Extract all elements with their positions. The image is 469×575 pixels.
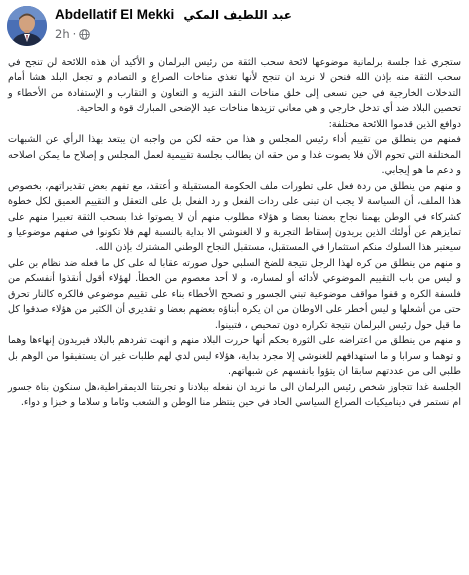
post-paragraph: و منهم من ينطلق من اعتراضه على الثورة بحكم أنها حررت البلاد منهم و انهت تفردهم بالبلاد فيريدون إنهاءها وهما و توهما و سرابا و ما استهدافهم للغنوشي إلا مجرد بداية، هؤلاء ليس لدي لهم طلبات غير ان يستفيقوا من الوهم بل طلبي الى من عددتهم سابقا ان يتؤوا بانفسهم عن شبهاتهم. [8, 335, 461, 378]
post-paragraph: ستجري غدا جلسة برلمانية موضوعها لائحة سحب الثقة من رئيس البرلمان و الأكيد أن هذه اللائحة لن تنجح في سحب الثقة منه بإذن الله فنحن لا نريد ان تنجح لأنها تغذي مناخات الصراع و التصادم و تجعل البلد هشا أمام التدخلات الخارجية في حين نسعى إلى خلق مناخات النقد النزيه و التعاون و التقارب و الإستفادة من الأخطاء و تحصين البلاد ضد أي تدخل خارجي و هي معاني تزيدها مناخات عيد الإضحى المبارك قوة و الحاحية. [8, 57, 461, 115]
globe-icon[interactable] [79, 29, 90, 40]
profile-photo [7, 6, 47, 46]
post-paragraph: و منهم من ينطلق من ردة فعل على تطورات ملف الحكومة المستقيلة و أعتقد، مع تفهم بعض تقديراتهم، بخصوص هذا الملف، أن السياسة لا يجب ان تبنى على ردات الفعل و رد الفعل بل على التعقل و التقييم العميق لكل خطوة كشركاء في الوطن يهمنا نجاح بعضنا بعضا و هؤلاء مطلوب منهم أن لا يصوتوا غدا بسحب الثقة تعبيرا منهم على تمايزهم عن أولئك الذين يريدون إسقاط التجربة و لا الغنوشي الا بداية بالنسبة لهم فلا تكونوا في صفهم موضوعيا و سيعتبر هذا السلوك منكم استثمارا في المستقبل، مستقبل النجاح الوطني المشترك بإذن الله. [8, 180, 461, 254]
author-name-arabic[interactable]: عبد اللطيف المكي [183, 8, 292, 22]
meta-separator: · [72, 27, 77, 41]
post-paragraph: فمنهم من ينطلق من تقييم أداء رئيس المجلس و هذا من حقه لكن من واجبه ان يبتعد بهذا الرأي عن الشبهات المختلفة التي تحوم الآن فلا يصوت غدا و من حقه ان يطالب بجلسة تقييمية لعمل المجلس و إصلاح ما يمكن اصلاحه و دعم ما هو إيجابي. [8, 134, 461, 177]
post-time[interactable]: 2h [55, 27, 70, 41]
post-paragraph: و منهم من ينطلق من كره لهذا الرجل نتيجة للضخ السلبي حول صورته عقابا له على كل ما فعله ضد نظام بن علي و ليس من باب التقييم الموضوعي لأدائه أو لمساره، و لا أحد معصوم من الخطأ. لهؤلاء أقول أنقذوا أنفسكم من فلسفة الكره و قفوا مواقف موضوعية تبني الجسور و تصحح الأخطاء بناء على تقييم موضوعي فالكره كالنار تحرق حتى من أشعلها و ليس أخطر على الاوطان من ان يكره أبناؤه بعضهم بعضا و تقديري أن الكثير من هؤلاء صدقوا كل ما قيل حول رئيس البرلمان نتيجة تكراره دون تمحيص ، فتبينوا. [8, 257, 461, 331]
post-paragraph: الجلسة غدا تتجاوز شخص رئيس البرلمان الى ما نريد ان نفعله ببلادنا و تجربتنا الديمقراطية،هل سنكون بناة جسور ام نستمر في ديناميكيات الصراع السياسي الحاد في حين ينتظر منا الوطن و الشعب وئاما و سلاما و خبزا و دواء. [8, 381, 461, 408]
author-name-row [55, 4, 292, 23]
author-name[interactable]: Abdellatif El Mekki [55, 7, 175, 22]
post-meta [55, 27, 90, 41]
avatar[interactable] [7, 6, 47, 46]
post-paragraph: دوافع الذين قدموا اللائحة مختلفة: [328, 118, 461, 130]
post-body [8, 55, 461, 575]
post-header [0, 0, 469, 50]
